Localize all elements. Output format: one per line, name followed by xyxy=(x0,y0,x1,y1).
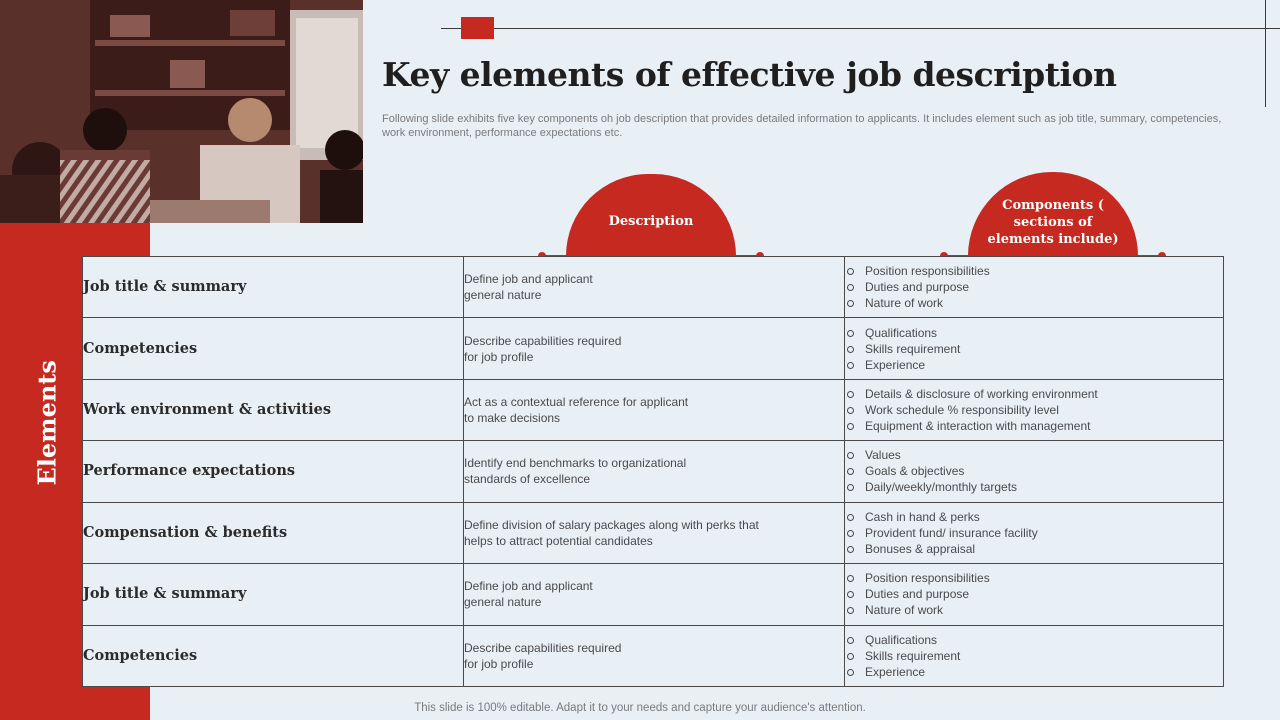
component-item: Qualifications xyxy=(845,325,1223,341)
element-name: Performance expectations xyxy=(83,462,296,480)
components-list xyxy=(845,447,1223,495)
element-cell xyxy=(83,441,464,502)
components-cell xyxy=(845,257,1224,318)
component-item: Provident fund/ insurance facility xyxy=(845,525,1223,541)
top-rule xyxy=(441,28,1280,29)
description-line: general nature xyxy=(464,288,542,303)
description-line: Define job and applicant xyxy=(464,272,593,287)
header-photo xyxy=(0,0,363,223)
components-cell xyxy=(845,379,1224,440)
description-line: Identify end benchmarks to organizational xyxy=(464,456,687,471)
description-cell xyxy=(464,379,845,440)
description-cell xyxy=(464,502,845,563)
element-name: Compensation & benefits xyxy=(83,523,288,541)
description-line: Act as a contextual reference for applicant xyxy=(464,395,689,410)
component-item: Work schedule % responsibility level xyxy=(845,402,1223,418)
description-line: Define division of salary packages along with perks that xyxy=(464,517,759,532)
element-cell xyxy=(83,625,464,686)
description-cell xyxy=(464,625,845,686)
description-line: standards of excellence xyxy=(464,472,591,487)
component-item: Goals & objectives xyxy=(845,463,1223,479)
component-item: Cash in hand & perks xyxy=(845,509,1223,525)
element-cell xyxy=(83,257,464,318)
table-row xyxy=(83,379,1224,440)
component-item: Duties and purpose xyxy=(845,279,1223,295)
table-row xyxy=(83,318,1224,379)
description-cell xyxy=(464,318,845,379)
component-item: Position responsibilities xyxy=(845,570,1223,586)
components-list xyxy=(845,325,1223,373)
component-item: Nature of work xyxy=(845,295,1223,311)
component-item: Skills requirement xyxy=(845,648,1223,664)
description-line: general nature xyxy=(464,595,542,610)
components-list xyxy=(845,509,1223,557)
components-header-tab xyxy=(968,172,1138,256)
description-cell xyxy=(464,441,845,502)
description-cell xyxy=(464,564,845,625)
table-row xyxy=(83,564,1224,625)
description-line: for job profile xyxy=(464,349,534,364)
description-header-label: Description xyxy=(608,213,694,229)
components-cell xyxy=(845,441,1224,502)
element-cell xyxy=(83,564,464,625)
element-name: Competencies xyxy=(83,646,198,664)
components-cell xyxy=(845,625,1224,686)
component-item: Details & disclosure of working environment xyxy=(845,386,1223,402)
element-name: Competencies xyxy=(83,339,198,357)
component-item: Nature of work xyxy=(845,602,1223,618)
components-cell xyxy=(845,564,1224,625)
description-cell xyxy=(464,257,845,318)
components-cell xyxy=(845,502,1224,563)
element-cell xyxy=(83,502,464,563)
components-cell xyxy=(845,318,1224,379)
components-list xyxy=(845,263,1223,311)
components-list xyxy=(845,386,1223,434)
side-label-text: Elements xyxy=(32,360,62,486)
component-item: Skills requirement xyxy=(845,341,1223,357)
element-name: Job title & summary xyxy=(83,585,247,603)
component-item: Equipment & interaction with management xyxy=(845,418,1223,434)
component-item: Bonuses & appraisal xyxy=(845,541,1223,557)
description-line: helps to attract potential candidates xyxy=(464,533,653,548)
accent-square xyxy=(461,17,494,39)
description-line: for job profile xyxy=(464,656,534,671)
element-cell xyxy=(83,318,464,379)
description-line: to make decisions xyxy=(464,411,561,426)
page-subtitle: Following slide exhibits five key components oh job description that provides detailed information to applicants. It includes element such as job title, summary, competencies, work environment, performance expectations etc. xyxy=(382,113,1222,139)
description-line: Define job and applicant xyxy=(464,579,593,594)
components-header-label: Components ( sections of elements include) xyxy=(987,197,1119,247)
component-item: Position responsibilities xyxy=(845,263,1223,279)
element-name: Work environment & activities xyxy=(83,401,332,419)
footer-note: This slide is 100% editable. Adapt it to your needs and capture your audience's attention. xyxy=(414,702,866,714)
element-name: Job title & summary xyxy=(83,278,247,296)
component-item: Qualifications xyxy=(845,632,1223,648)
top-right-rule xyxy=(1265,0,1266,107)
component-item: Daily/weekly/monthly targets xyxy=(845,479,1223,495)
side-label xyxy=(32,360,62,486)
component-item: Duties and purpose xyxy=(845,586,1223,602)
component-item: Experience xyxy=(845,664,1223,680)
component-item: Experience xyxy=(845,357,1223,373)
elements-table xyxy=(82,256,1224,687)
element-cell xyxy=(83,379,464,440)
components-list xyxy=(845,632,1223,680)
office-meeting-illustration xyxy=(0,0,363,223)
table-row xyxy=(83,625,1224,686)
description-line: Describe capabilities required xyxy=(464,333,622,348)
table-row xyxy=(83,502,1224,563)
table-row xyxy=(83,441,1224,502)
components-list xyxy=(845,570,1223,618)
description-line: Describe capabilities required xyxy=(464,640,622,655)
page-title: Key elements of effective job description xyxy=(382,55,1117,94)
component-item: Values xyxy=(845,447,1223,463)
table-row xyxy=(83,257,1224,318)
description-header-tab xyxy=(566,174,736,256)
